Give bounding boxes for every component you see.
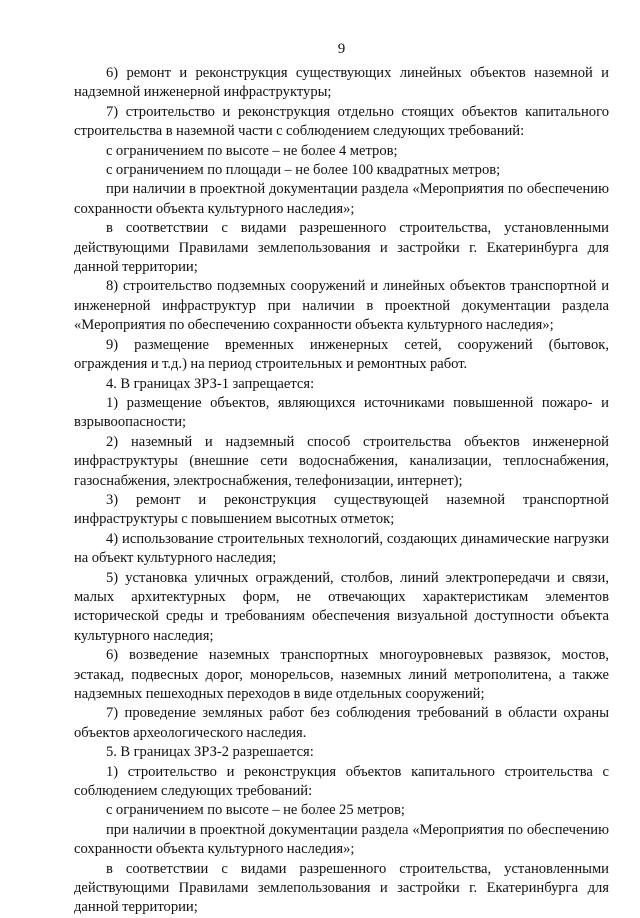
paragraph-5-fences: 5) установка уличных ограждений, столбов, линий электропередачи и связи, малых архитектурных форм, не отвечающих характеристикам элементов исторической среды и требованиям обеспечения визуальной доступности объекта культурного наследия; bbox=[74, 569, 609, 644]
paragraph-1-fire-hazard: 1) размещение объектов, являющихся источниками повышенной пожаро- и взрывоопасности; bbox=[74, 394, 609, 431]
section-4-heading: 4. В границах ЗРЗ-1 запрещается: bbox=[106, 375, 315, 392]
paragraph-area-limit: с ограничением по площади – не более 100 квадратных метров; bbox=[106, 162, 501, 179]
paragraph-permitted-types-2: в соответствии с видами разрешенного строительства, установленными действующими Правилами землепользования и застройки г. Екатеринбурга для данной территории; bbox=[74, 860, 609, 916]
paragraph-9-temporary: 9) размещение временных инженерных сетей, сооружений (бытовок, ограждения и т.д.) на период строительных и ремонтных работ. bbox=[74, 336, 609, 373]
paragraph-6-repair: 6) ремонт и реконструкция существующих линейных объектов наземной и надземной инженерной инфраструктуры; bbox=[74, 65, 609, 101]
paragraph-project-docs: при наличии в проектной документации раздела «Мероприятия по обеспечению сохранности объекта культурного наследия»; bbox=[74, 181, 609, 217]
paragraph-3-transport: 3) ремонт и реконструкция существующей наземной транспортной инфраструктуры с повышением высотных отметок; bbox=[74, 491, 609, 528]
paragraph-6-interchanges: 6) возведение наземных транспортных многоуровневых развязок, мостов, эстакад, подвесных дорог, монорельсов, наземных линий метрополитена, а также надземных пешеходных переходов в виде отдельных сооружений; bbox=[74, 647, 609, 702]
paragraph-permitted-types: в соответствии с видами разрешенного строительства, установленными действующими Правилами землепользования и застройки г. Екатеринбурга для данной территории; bbox=[74, 220, 609, 276]
paragraph-7-earthworks: 7) проведение земляных работ без соблюдения требований в области охраны объектов археологического наследия. bbox=[74, 705, 609, 741]
paragraph-8-underground: 8) строительство подземных сооружений и линейных объектов транспортной и инженерной инфраструктур при наличии в проектной документации раздела «Мероприятия по обеспечению сохранности объекта культурного наследия»; bbox=[74, 278, 609, 334]
document-body bbox=[74, 64, 609, 918]
paragraph-project-docs-2: при наличии в проектной документации раздела «Мероприятия по обеспечению сохранности объекта культурного наследия»; bbox=[74, 821, 609, 858]
page-number: 9 bbox=[337, 41, 346, 57]
paragraph-height-limit: с ограничением по высоте – не более 4 метров; bbox=[106, 142, 398, 159]
paragraph-1-capital-construction: 1) строительство и реконструкция объектов капитального строительства с соблюдением следующих требований: bbox=[74, 763, 609, 800]
paragraph-4-technologies: 4) использование строительных технологий, создающих динамические нагрузки на объект культурного наследия; bbox=[74, 530, 609, 567]
paragraph-height-limit-25: с ограничением по высоте – не более 25 метров; bbox=[106, 802, 405, 819]
section-5-heading: 5. В границах ЗРЗ-2 разрешается: bbox=[106, 744, 314, 761]
paragraph-7-construction: 7) строительство и реконструкция отдельно стоящих объектов капитального строительства в наземной части с соблюдением следующих требований: bbox=[74, 103, 609, 140]
paragraph-2-engineering: 2) наземный и надземный способ строительства объектов инженерной инфраструктуры (внешние сети водоснабжения, канализации, теплоснабжения, газоснабжения, электроснабжения, телефонизации, интернет); bbox=[74, 433, 609, 489]
